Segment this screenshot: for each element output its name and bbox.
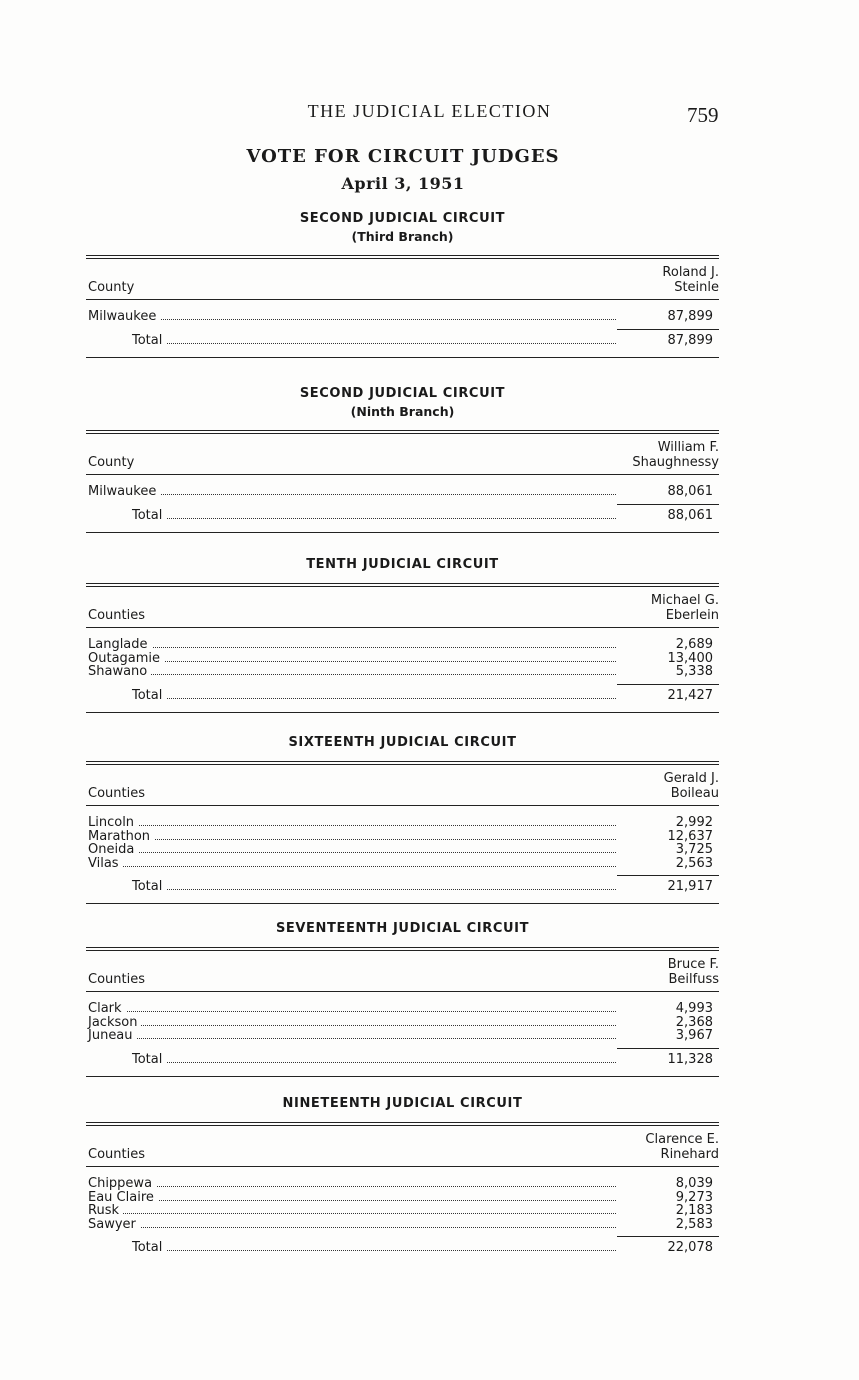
section-title: SECOND JUDICIAL CIRCUIT [299, 211, 506, 226]
page-title: VOTE FOR CIRCUIT JUDGES [246, 146, 560, 167]
circuit-section [86, 921, 719, 1077]
candidate-name: William F. Shaughnessy [632, 440, 719, 470]
candidate-name: Roland J. Steinle [662, 265, 719, 295]
candidate-name: Michael G. Eberlein [650, 593, 719, 623]
table-header [86, 951, 719, 991]
table-row: Vilas 2,563 [88, 855, 713, 871]
county-column-label: County [88, 280, 135, 295]
table-row: Oneida 3,725 [88, 842, 713, 857]
candidate-name: Gerald J. Boileau [663, 771, 719, 801]
total-row: Total 11,328 [132, 1051, 713, 1067]
circuit-section [86, 735, 719, 904]
table-row: Outagamie 13,400 [88, 650, 713, 666]
total-row: Total 21,917 [132, 879, 713, 894]
table-header [86, 259, 719, 299]
county-column-label: Counties [88, 786, 145, 801]
table-row: Chippewa 8,039 [88, 1176, 713, 1191]
section-title: SIXTEENTH JUDICIAL CIRCUIT [288, 735, 517, 750]
total-row: Total 22,078 [132, 1240, 713, 1255]
table-row: Rusk 2,183 [88, 1203, 713, 1218]
total-row: Total 87,899 [132, 332, 713, 348]
section-end-rule [86, 357, 719, 358]
page-number: 759 [687, 103, 719, 127]
section-subtitle: (Ninth Branch) [350, 404, 455, 419]
section-end-rule [86, 712, 719, 713]
table-row: Sawyer 2,583 [88, 1216, 713, 1232]
county-column-label: Counties [88, 608, 145, 623]
section-title: TENTH JUDICIAL CIRCUIT [306, 557, 499, 572]
election-date: April 3, 1951 [341, 174, 465, 193]
table-row: Clark 4,993 [88, 1001, 713, 1016]
table-row: Langlade 2,689 [88, 637, 713, 652]
circuit-section [86, 1096, 719, 1256]
table-row: Milwaukee 87,899 [88, 309, 713, 324]
total-row: Total 88,061 [132, 507, 713, 523]
section-end-rule [86, 532, 719, 533]
total-row: Total 21,427 [132, 687, 713, 703]
table-row: Eau Claire 9,273 [88, 1189, 713, 1205]
circuit-section [86, 557, 719, 713]
section-subtitle: (Third Branch) [351, 229, 454, 244]
county-column-label: County [88, 455, 135, 470]
table-row: Marathon 12,637 [88, 828, 713, 844]
section-end-rule [86, 903, 719, 904]
circuit-section [86, 211, 719, 358]
section-title: SEVENTEENTH JUDICIAL CIRCUIT [275, 921, 530, 936]
table-header [86, 765, 719, 805]
table-row: Lincoln 2,992 [88, 815, 713, 830]
candidate-name: Clarence E. Rinehard [645, 1132, 719, 1162]
county-column-label: Counties [88, 1147, 145, 1162]
running-header: THE JUDICIAL ELECTION [307, 101, 552, 121]
section-title: NINETEENTH JUDICIAL CIRCUIT [282, 1096, 523, 1111]
table-header [86, 1126, 719, 1166]
table-row: Shawano 5,338 [88, 664, 713, 679]
section-end-rule [86, 1076, 719, 1077]
table-row: Milwaukee 88,061 [88, 484, 713, 499]
candidate-name: Bruce F. Beilfuss [667, 957, 719, 987]
circuit-section [86, 386, 719, 533]
table-header [86, 587, 719, 627]
county-column-label: Counties [88, 972, 145, 987]
table-header [86, 434, 719, 474]
table-row: Jackson 2,368 [88, 1014, 713, 1030]
table-row: Juneau 3,967 [88, 1028, 713, 1043]
section-title: SECOND JUDICIAL CIRCUIT [299, 386, 506, 401]
